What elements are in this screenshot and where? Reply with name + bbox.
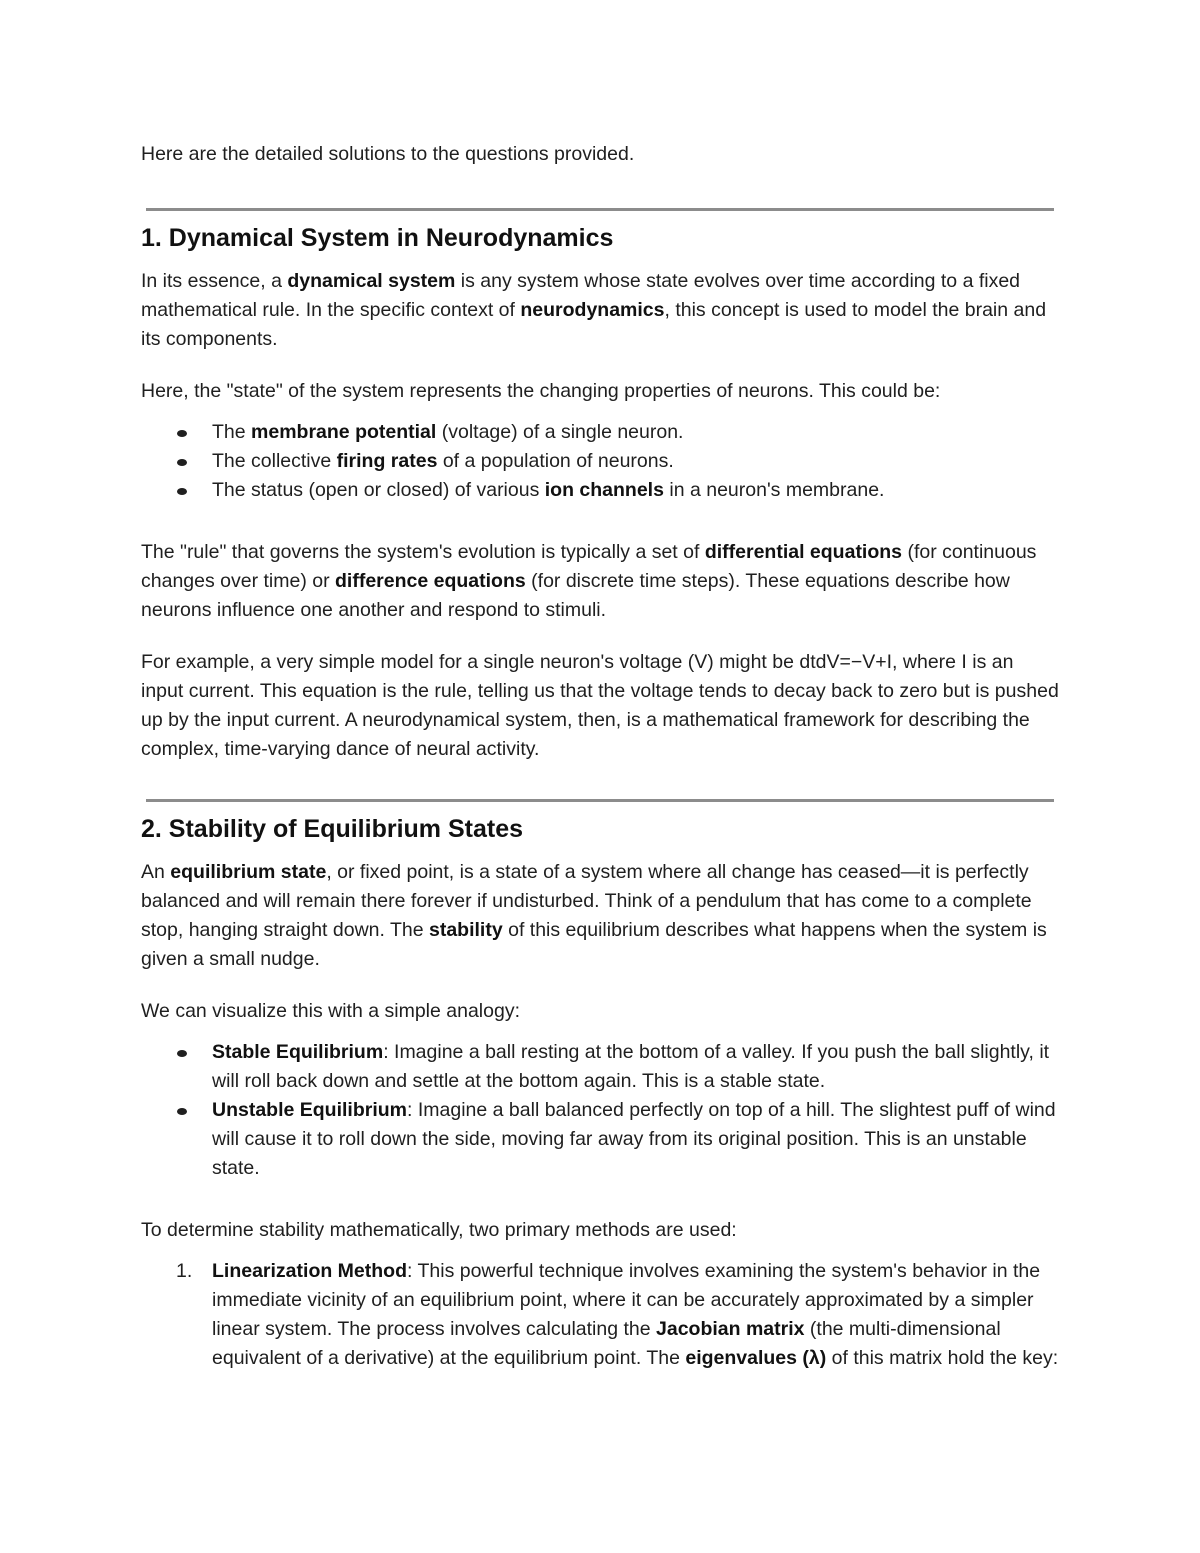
list-item: The collective firing rates of a population of neurons. [141,447,1061,476]
divider-2 [146,799,1054,802]
list-item: 1. Linearization Method: This powerful technique involves examining the system's behavior in the immediate vicinity of an equilibrium point, where it can be accurately approximated by a simpler linear system. The process involves calculating the Jacobian matrix (the multi-dimensional equivalent of a derivative) at the equilibrium point. The eigenvalues (λ) of this matrix hold the key: [141,1257,1061,1373]
section-2-numbered-list [141,1257,1061,1373]
section-1 [141,222,1061,764]
list-item: The membrane potential (voltage) of a single neuron. [141,418,1061,447]
intro-block [141,140,1061,169]
section-1-bullet-list [141,418,1061,505]
bullet-icon [177,488,187,495]
section-2-paragraph-3: To determine stability mathematically, two primary methods are used: [141,1219,737,1241]
section-2-bullet-list [141,1038,1061,1183]
divider-1 [146,208,1054,211]
list-item: Unstable Equilibrium: Imagine a ball balanced perfectly on top of a hill. The slightest puff of wind will cause it to roll down the side, moving far away from its original position. This is an unstable state. [141,1096,1061,1183]
section-2-paragraph-2: We can visualize this with a simple analogy: [141,1000,520,1022]
list-item: Stable Equilibrium: Imagine a ball resting at the bottom of a valley. If you push the ball slightly, it will roll back down and settle at the bottom again. This is a stable state. [141,1038,1061,1096]
bullet-icon [177,430,187,437]
section-2 [141,813,1061,1373]
bullet-icon [177,1108,187,1115]
section-1-paragraph-4: For example, a very simple model for a single neuron's voltage (V) might be dtdV=−V+I, where I is an input current. This equation is the rule, telling us that the voltage tends to decay back to zero but is pushed up by the input current. A neurodynamical system, then, is a mathematical framework for describing the complex, time-varying dance of neural activity. [141,651,1059,760]
intro-text: Here are the detailed solutions to the questions provided. [141,143,635,165]
bullet-icon [177,459,187,466]
list-number: 1. [176,1260,193,1282]
list-item: The status (open or closed) of various ion channels in a neuron's membrane. [141,476,1061,505]
bullet-icon [177,1050,187,1057]
section-2-heading: 2. Stability of Equilibrium States [141,815,524,843]
section-2-paragraph-1: An equilibrium state, or fixed point, is a state of a system where all change has ceased—it is perfectly balanced and will remain there forever if undisturbed. Think of a pendulum that has come to a complete stop, hanging straight down. The stability of this equilibrium describes what happens when the system is given a small nudge. [141,861,1047,970]
section-1-paragraph-3: The "rule" that governs the system's evolution is typically a set of differential equations (for continuous changes over time) or difference equations (for discrete time steps). These equations describe how neurons influence one another and respond to stimuli. [141,541,1037,621]
section-1-paragraph-1: In its essence, a dynamical system is any system whose state evolves over time according to a fixed mathematical rule. In the specific context of neurodynamics, this concept is used to model the brain and its components. [141,270,1047,350]
section-1-paragraph-2: Here, the "state" of the system represents the changing properties of neurons. This could be: [141,380,941,402]
section-1-heading: 1. Dynamical System in Neurodynamics [141,224,614,252]
